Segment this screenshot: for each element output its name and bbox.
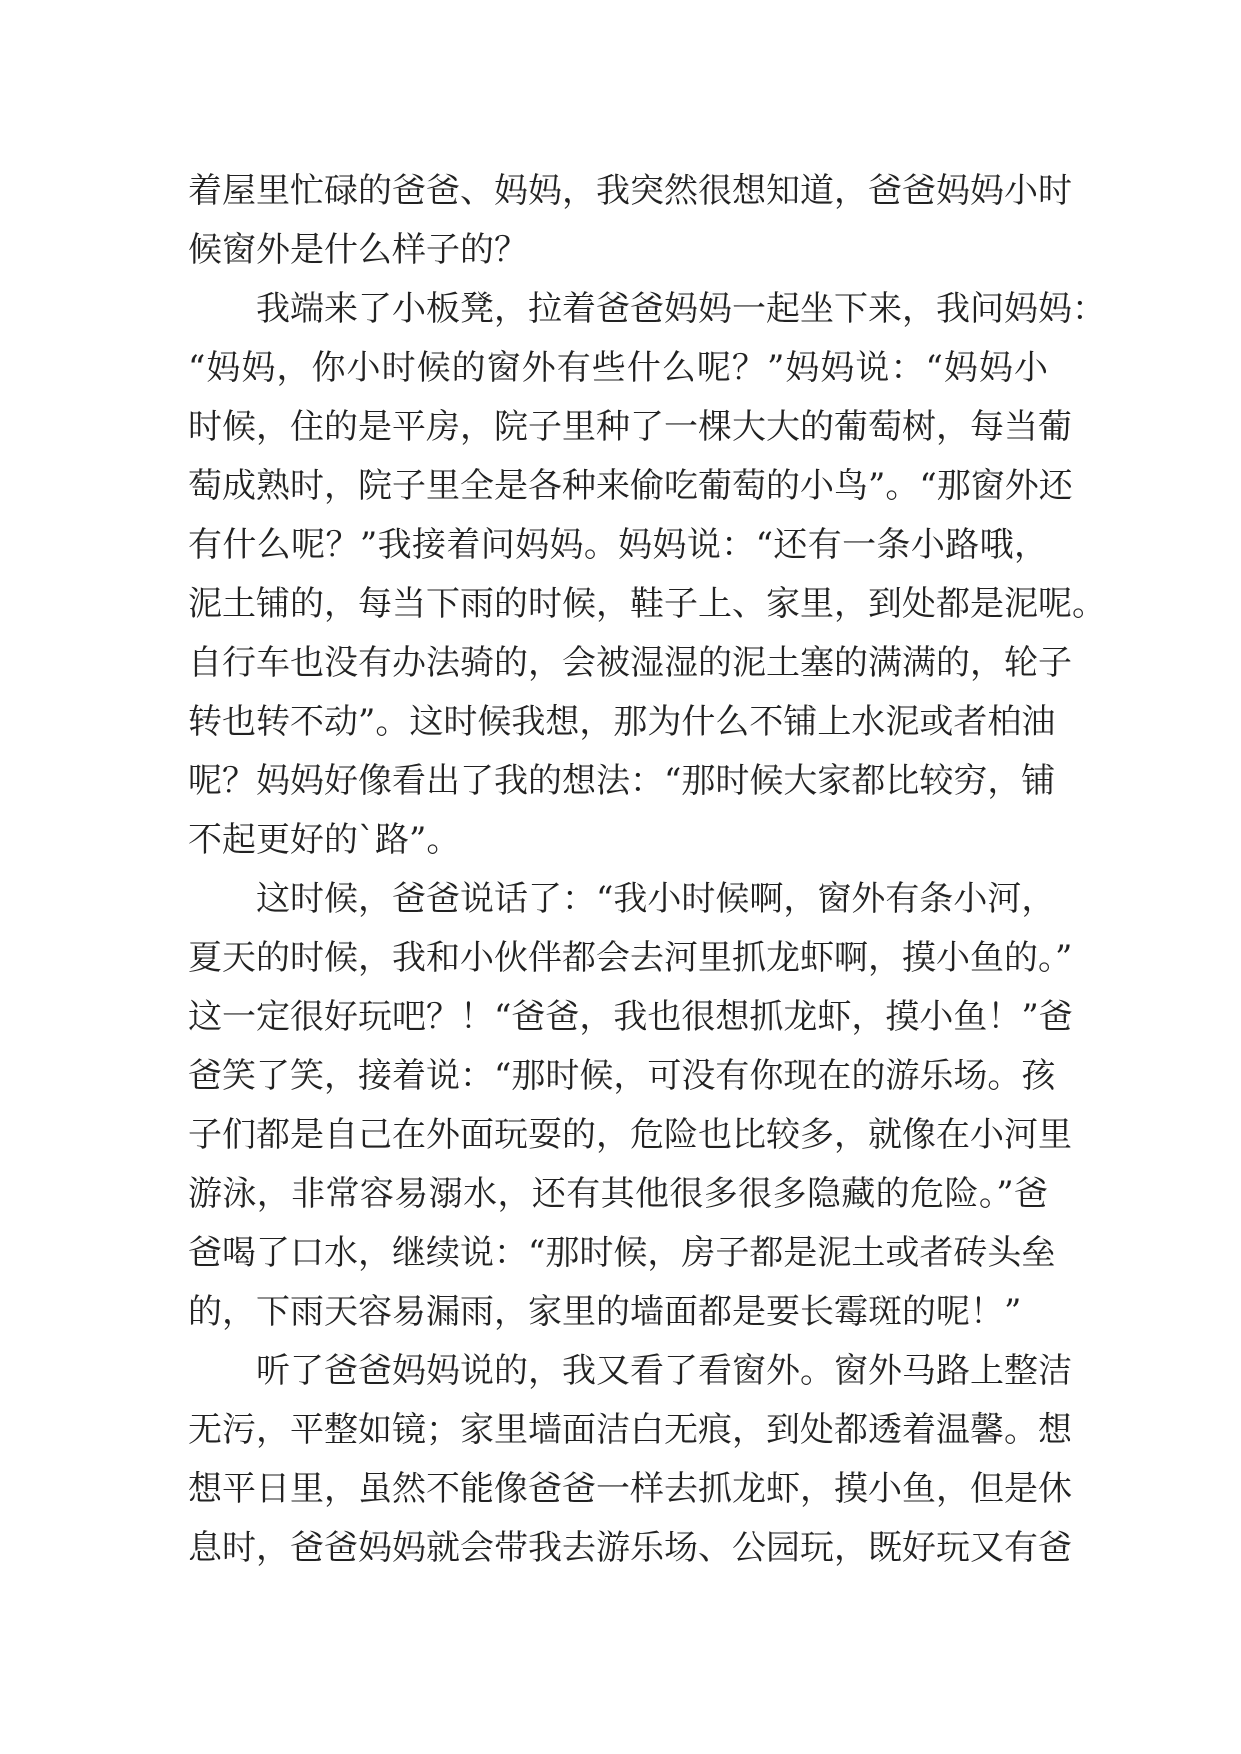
- text-line: 有什么呢？”我接着问妈妈。妈妈说：“还有一条小路哦，: [188, 525, 1048, 565]
- text-line: 爸喝了口水，继续说：“那时候，房子都是泥土或者砖头垒: [188, 1233, 1056, 1273]
- text-line: 这一定很好玩吧？！“爸爸，我也很想抓龙虾，摸小鱼！”爸: [188, 997, 1073, 1037]
- text-line: 夏天的时候，我和小伙伴都会去河里抓龙虾啊，摸小鱼的。”: [188, 938, 1073, 978]
- text-line: 泥土铺的，每当下雨的时候，鞋子上、家里，到处都是泥呢。: [188, 584, 1106, 624]
- text-line: 候窗外是什么样子的？: [188, 230, 528, 270]
- text-line: “妈妈，你小时候的窗外有些什么呢？”妈妈说：“妈妈小: [188, 348, 1048, 388]
- essay-body: [188, 162, 1106, 1578]
- paragraph-first-line: 听了爸爸妈妈说的，我又看了看窗外。窗外马路上整洁: [256, 1351, 1072, 1391]
- text-line: 游泳，非常容易溺水，还有其他很多很多隐藏的危险。”爸: [188, 1174, 1048, 1214]
- text-line: 无污，平整如镜；家里墙面洁白无痕，到处都透着温馨。想: [188, 1410, 1072, 1450]
- text-line: 呢？妈妈好像看出了我的想法：“那时候大家都比较穷，铺: [188, 761, 1056, 801]
- text-line: 时候，住的是平房，院子里种了一棵大大的葡萄树，每当葡: [188, 407, 1072, 447]
- text-line: 转也转不动”。这时候我想，那为什么不铺上水泥或者柏油: [188, 702, 1056, 742]
- paragraph-first-line: 我端来了小板凳，拉着爸爸妈妈一起坐下来，我问妈妈：: [256, 289, 1106, 329]
- text-line: 想平日里，虽然不能像爸爸一样去抓龙虾，摸小鱼，但是休: [188, 1469, 1072, 1509]
- text-line: 不起更好的`路”。: [188, 820, 461, 860]
- text-line: 息时，爸爸妈妈就会带我去游乐场、公园玩，既好玩又有爸: [188, 1528, 1072, 1568]
- text-line: 自行车也没有办法骑的，会被湿湿的泥土塞的满满的，轮子: [188, 643, 1072, 683]
- text-line: 的，下雨天容易漏雨，家里的墙面都是要长霉斑的呢！”: [188, 1292, 1022, 1332]
- paragraph-first-line: 这时候，爸爸说话了：“我小时候啊，窗外有条小河，: [256, 879, 1056, 919]
- text-line: 子们都是自己在外面玩耍的，危险也比较多，就像在小河里: [188, 1115, 1072, 1155]
- text-line: 着屋里忙碌的爸爸、妈妈，我突然很想知道，爸爸妈妈小时: [188, 171, 1072, 211]
- text-line: 爸笑了笑，接着说：“那时候，可没有你现在的游乐场。孩: [188, 1056, 1056, 1096]
- text-line: 萄成熟时，院子里全是各种来偷吃葡萄的小鸟”。“那窗外还: [188, 466, 1073, 506]
